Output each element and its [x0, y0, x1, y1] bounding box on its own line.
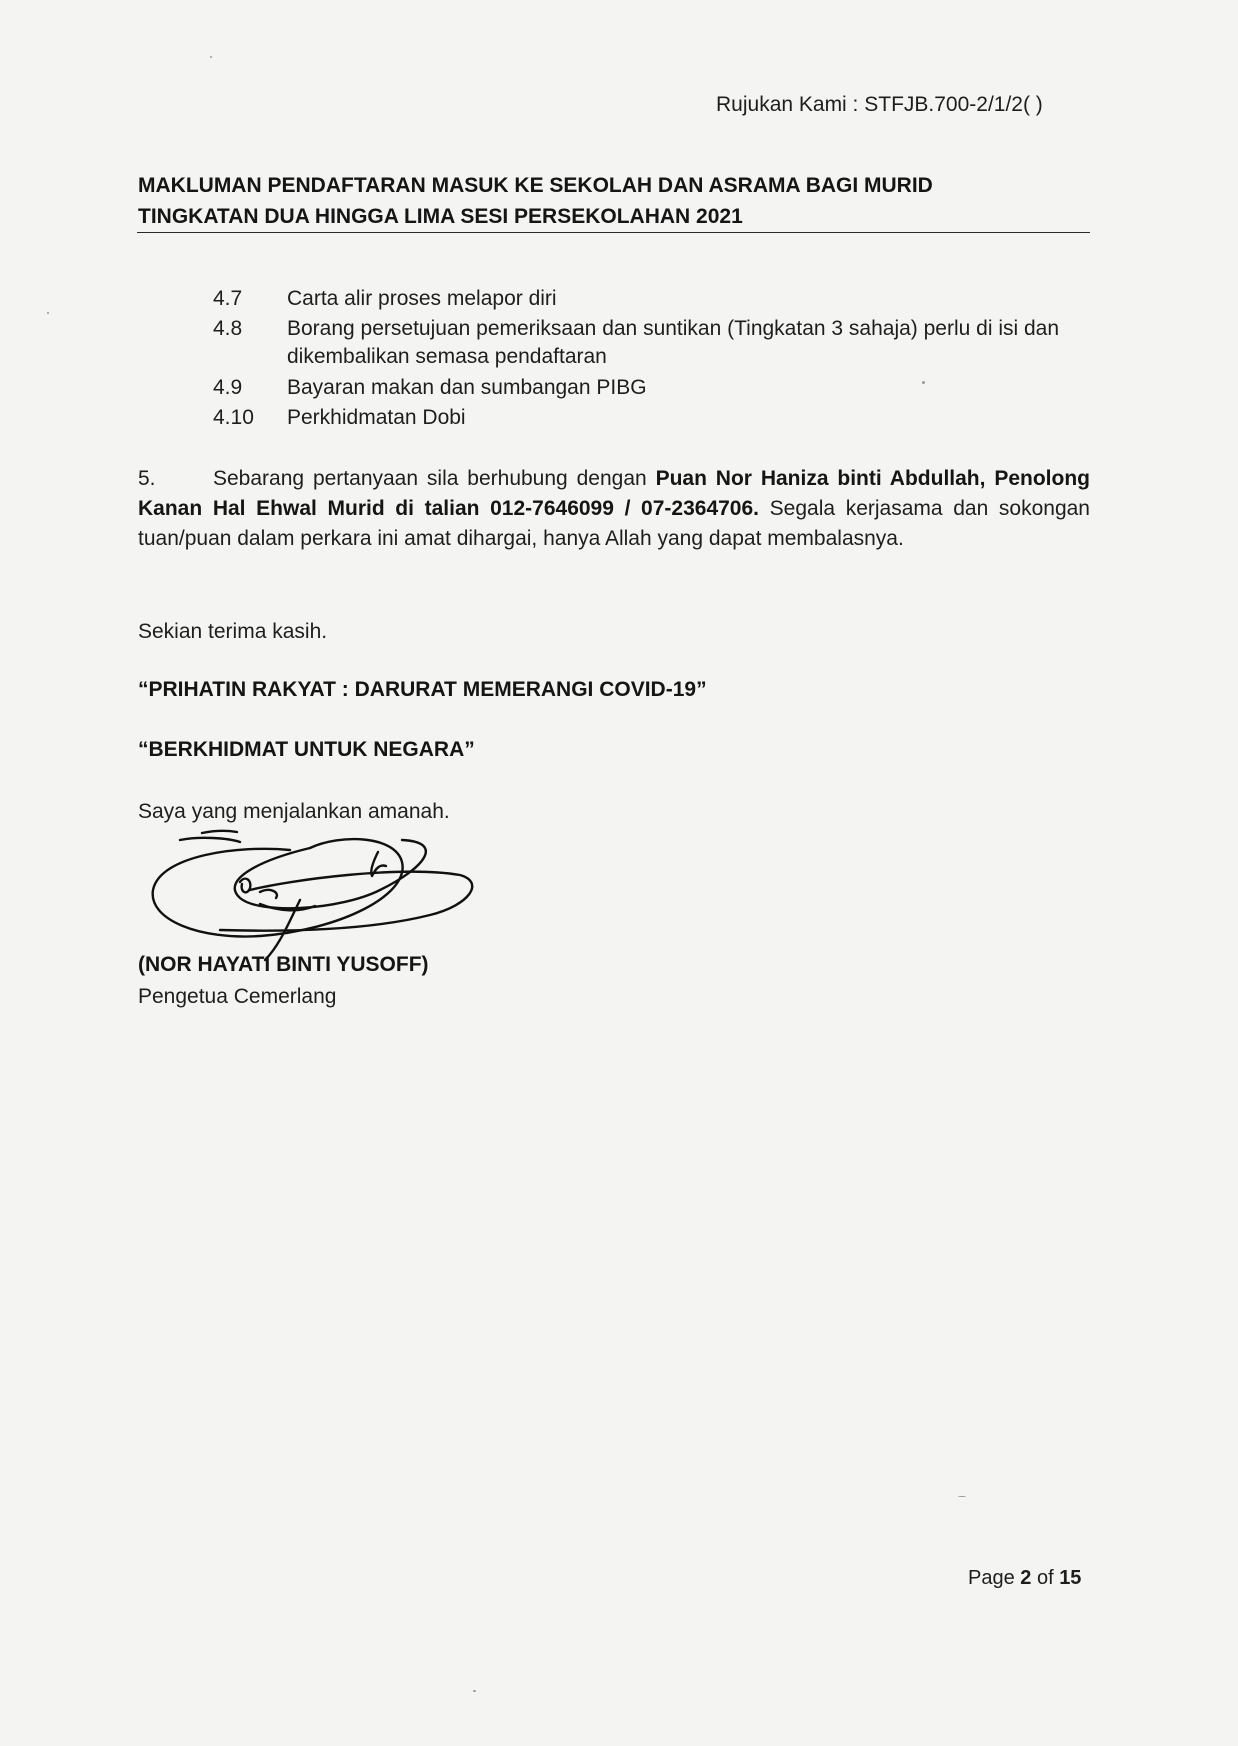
signatory-position: Pengetua Cemerlang — [138, 985, 337, 1008]
scan-speck — [473, 1690, 476, 1692]
scan-speck — [922, 381, 925, 384]
list-number: 4.9 — [213, 376, 243, 399]
signatory-name: (NOR HAYATI BINTI YUSOFF) — [138, 953, 429, 976]
scan-speck — [958, 1496, 966, 1497]
slogan-covid: “PRIHATIN RAKYAT : DARURAT MEMERANGI COVID-19” — [138, 678, 707, 701]
page-number — [968, 1567, 1118, 1590]
title-line-2: TINGKATAN DUA HINGGA LIMA SESI PERSEKOLAHAN 2021 — [138, 205, 743, 228]
scan-speck — [210, 56, 212, 58]
list-number: 4.10 — [213, 406, 254, 429]
scan-speck — [47, 312, 49, 314]
paragraph-5 — [138, 464, 1090, 554]
page-total: 15 — [1059, 1567, 1082, 1589]
reference-number: Rujukan Kami : STFJB.700-2/1/2( ) — [716, 93, 1043, 116]
list-number: 4.8 — [213, 317, 243, 340]
list-number: 4.7 — [213, 287, 243, 310]
list-item-4-9 — [213, 374, 1093, 402]
paragraph-number: 5. — [138, 467, 156, 490]
list-text: Perkhidmatan Dobi — [287, 406, 466, 429]
list-text: Bayaran makan dan sumbangan PIBG — [287, 376, 647, 399]
page-current: 2 — [1020, 1567, 1032, 1589]
page-prefix: Page — [968, 1567, 1021, 1589]
title-line-1: MAKLUMAN PENDAFTARAN MASUK KE SEKOLAH DAN ASRAMA BAGI MURID — [138, 174, 933, 197]
title-underline — [137, 232, 1090, 233]
closing-line: Sekian terima kasih. — [138, 620, 328, 643]
paragraph-text-a: Sebarang pertanyaan sila berhubung dengan — [213, 467, 656, 490]
handwritten-signature — [140, 820, 480, 965]
list-item-4-7 — [213, 285, 1093, 313]
document-title — [138, 170, 1093, 232]
page-middle: of — [1031, 1567, 1060, 1589]
list-item-4-8 — [213, 315, 1093, 371]
slogan-negara: “BERKHIDMAT UNTUK NEGARA” — [138, 738, 475, 761]
paragraph-text-b: Segala kerjasama dan sokongan tuan/puan dalam perkara ini amat dihargai, hanya Allah yang dapat membalasnya. — [138, 497, 1090, 550]
sign-off-line: Saya yang menjalankan amanah. — [138, 800, 450, 823]
list-text: Borang persetujuan pemeriksaan dan suntikan (Tingkatan 3 sahaja) perlu di isi dan dikembalikan semasa pendaftaran — [287, 317, 1060, 368]
list-text: Carta alir proses melapor diri — [287, 287, 557, 310]
list-item-4-10 — [213, 404, 1093, 432]
contact-person: Puan Nor Haniza binti Abdullah, Penolong Kanan Hal Ehwal Murid di talian 012-7646099 / 07-2364706. — [138, 467, 1090, 520]
